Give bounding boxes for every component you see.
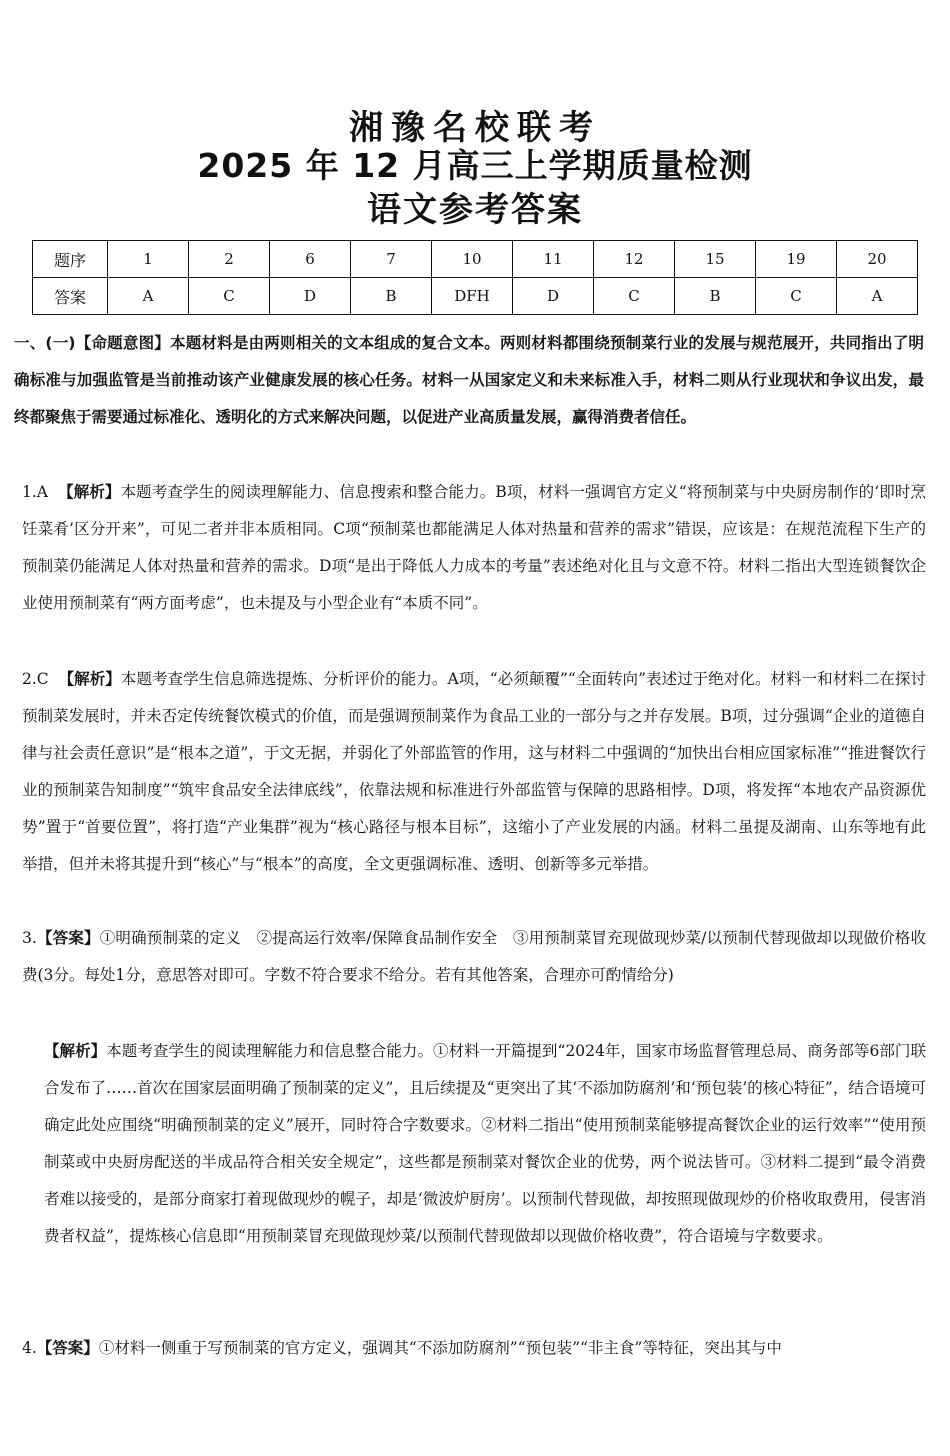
- q3-analysis-text: 本题考查学生的阅读理解能力和信息整合能力。①材料一开篇提到“2024年，国家市场监督管理总局、商务部等6部门联合发布了……首次在国家层面明确了预制菜的定义”，且后续提及“更突出了其‘不添加防腐剂’和‘预包装’的核心特征”，结合语境可确定此处应围绕“明确预制菜的定义”展开，同时符合字数要求。②材料二指出“使用预制菜能够提高餐饮企业的运行效率”“使用预制菜或中央厨房配送的半成品符合相关安全规定”，这些都是预制菜对餐饮企业的优势，两个说法皆可。③材料二提到“最令消费者难以接受的，是部分商家打着现做现炒的幌子，却是‘微波炉厨房’。以预制代替现做，却按照现做现炒的价格收取费用，侵害消费者权益”，提炼核心信息即“用预制菜冒充现做现炒菜/以预制代替现做却以现做价格收费”，符合语境与字数要求。: [44, 1042, 926, 1245]
- q2-number: 2.C: [22, 670, 49, 688]
- question-number-cell: 15: [675, 241, 756, 278]
- question-number-cell: 19: [756, 241, 837, 278]
- section-intro: [14, 325, 924, 436]
- q2-text: 本题考查学生信息筛选提炼、分析评价的能力。A项，“必须颠覆”“全面转向”表述过于绝对化。材料一和材料二在探讨预制菜发展时，并未否定传统餐饮模式的价值，而是强调预制菜作为食品工业的一部分与之并存发展。B项，过分强调“企业的道德自律与社会责任意识”是“根本之道”，于文无据，并弱化了外部监管的作用，这与材料二中强调的“加快出台相应国家标准”“推进餐饮行业的预制菜告知制度”“筑牢食品安全法律底线”，依靠法规和标准进行外部监管与保障的思路相悖。D项，将发挥“本地农产品资源优势”置于“首要位置”，将打造“产业集群”视为“核心路径与根本目标”，这缩小了产业发展的内涵。材料二虽提及湖南、山东等地有此举措，但并未将其提升到“核心”与“根本”的高度，全文更强调标准、透明、创新等多元举措。: [22, 670, 926, 873]
- answer-table: [32, 240, 918, 315]
- q4-answer: [22, 1330, 926, 1367]
- q3-number: 3.: [22, 929, 37, 947]
- answer-row: [33, 278, 918, 315]
- answer-cell: D: [513, 278, 594, 315]
- question-number-cell: 6: [270, 241, 351, 278]
- answer-cell: B: [675, 278, 756, 315]
- question-number-cell: 7: [351, 241, 432, 278]
- exam-date-title: 2025 年 12 月高三上学期质量检测: [197, 146, 753, 185]
- answer-cell: C: [189, 278, 270, 315]
- q3-analysis-tag: 【解析】: [44, 1042, 107, 1060]
- subject-title: 语文参考答案: [367, 190, 583, 230]
- section-intro-text: 本题材料是由两则相关的文本组成的复合文本。两则材料都围绕预制菜行业的发展与规范展开，共同指出了明确标准与加强监管是当前推动该产业健康发展的核心任务。材料一从国家定义和未来标准入手，材料二则从行业现状和争议出发，最终都聚焦于需要通过标准化、透明化的方式来解决问题，以促进产业高质量发展，赢得消费者信任。: [14, 334, 924, 426]
- q1-tag: 【解析】: [58, 483, 121, 501]
- q1-number: 1.A: [22, 483, 48, 501]
- q1-text: 本题考查学生的阅读理解能力、信息搜索和整合能力。B项，材料一强调官方定义“将预制菜与中央厨房制作的‘即时烹饪菜肴’区分开来”，可见二者并非本质相同。C项“预制菜也都能满足人体对热量和营养的需求”错误，应该是：在规范流程下生产的预制菜仍能满足人体对热量和营养的需求。D项“是出于降低人力成本的考量”表述绝对化且与文意不符。材料二指出大型连锁餐饮企业使用预制菜有“两方面考虑”，也未提及与小型企业有“本质不同”。: [22, 483, 926, 612]
- answer-cell: DFH: [432, 278, 513, 315]
- question-number-label: 题序: [33, 241, 108, 278]
- answer-cell: A: [837, 278, 918, 315]
- q4-tag: 【答案】: [36, 1339, 99, 1357]
- exam-title: 湘豫名校联考: [349, 108, 601, 148]
- answer-cell: B: [351, 278, 432, 315]
- question-number-row: [33, 241, 918, 278]
- q3-analysis: [44, 1033, 926, 1255]
- answer-cell: C: [756, 278, 837, 315]
- question-number-cell: 11: [513, 241, 594, 278]
- answer-cell: C: [594, 278, 675, 315]
- q1-explanation: [22, 474, 926, 622]
- answer-label: 答案: [33, 278, 108, 315]
- q2-tag: 【解析】: [58, 670, 121, 688]
- q3-tag: 【答案】: [36, 929, 100, 947]
- q3-answer: [22, 920, 926, 994]
- question-number-cell: 12: [594, 241, 675, 278]
- answer-cell: D: [270, 278, 351, 315]
- answer-cell: A: [108, 278, 189, 315]
- question-number-cell: 1: [108, 241, 189, 278]
- q4-number: 4.: [22, 1339, 37, 1357]
- q2-explanation: [22, 661, 926, 883]
- q3-text: ①明确预制菜的定义 ②提高运行效率/保障食品制作安全 ③用预制菜冒充现做现炒菜/以预制代替现做却以现做价格收费(3分。每处1分，意思答对即可。字数不符合要求不给分。若有其他答案，合理亦可酌情给分): [22, 929, 926, 984]
- section-intro-prefix: 一、(一)【命题意图】: [14, 334, 171, 352]
- question-number-cell: 10: [432, 241, 513, 278]
- question-number-cell: 2: [189, 241, 270, 278]
- q4-text: ①材料一侧重于写预制菜的官方定义，强调其“不添加防腐剂”“预包装”“非主食”等特征，突出其与中: [98, 1339, 782, 1357]
- question-number-cell: 20: [837, 241, 918, 278]
